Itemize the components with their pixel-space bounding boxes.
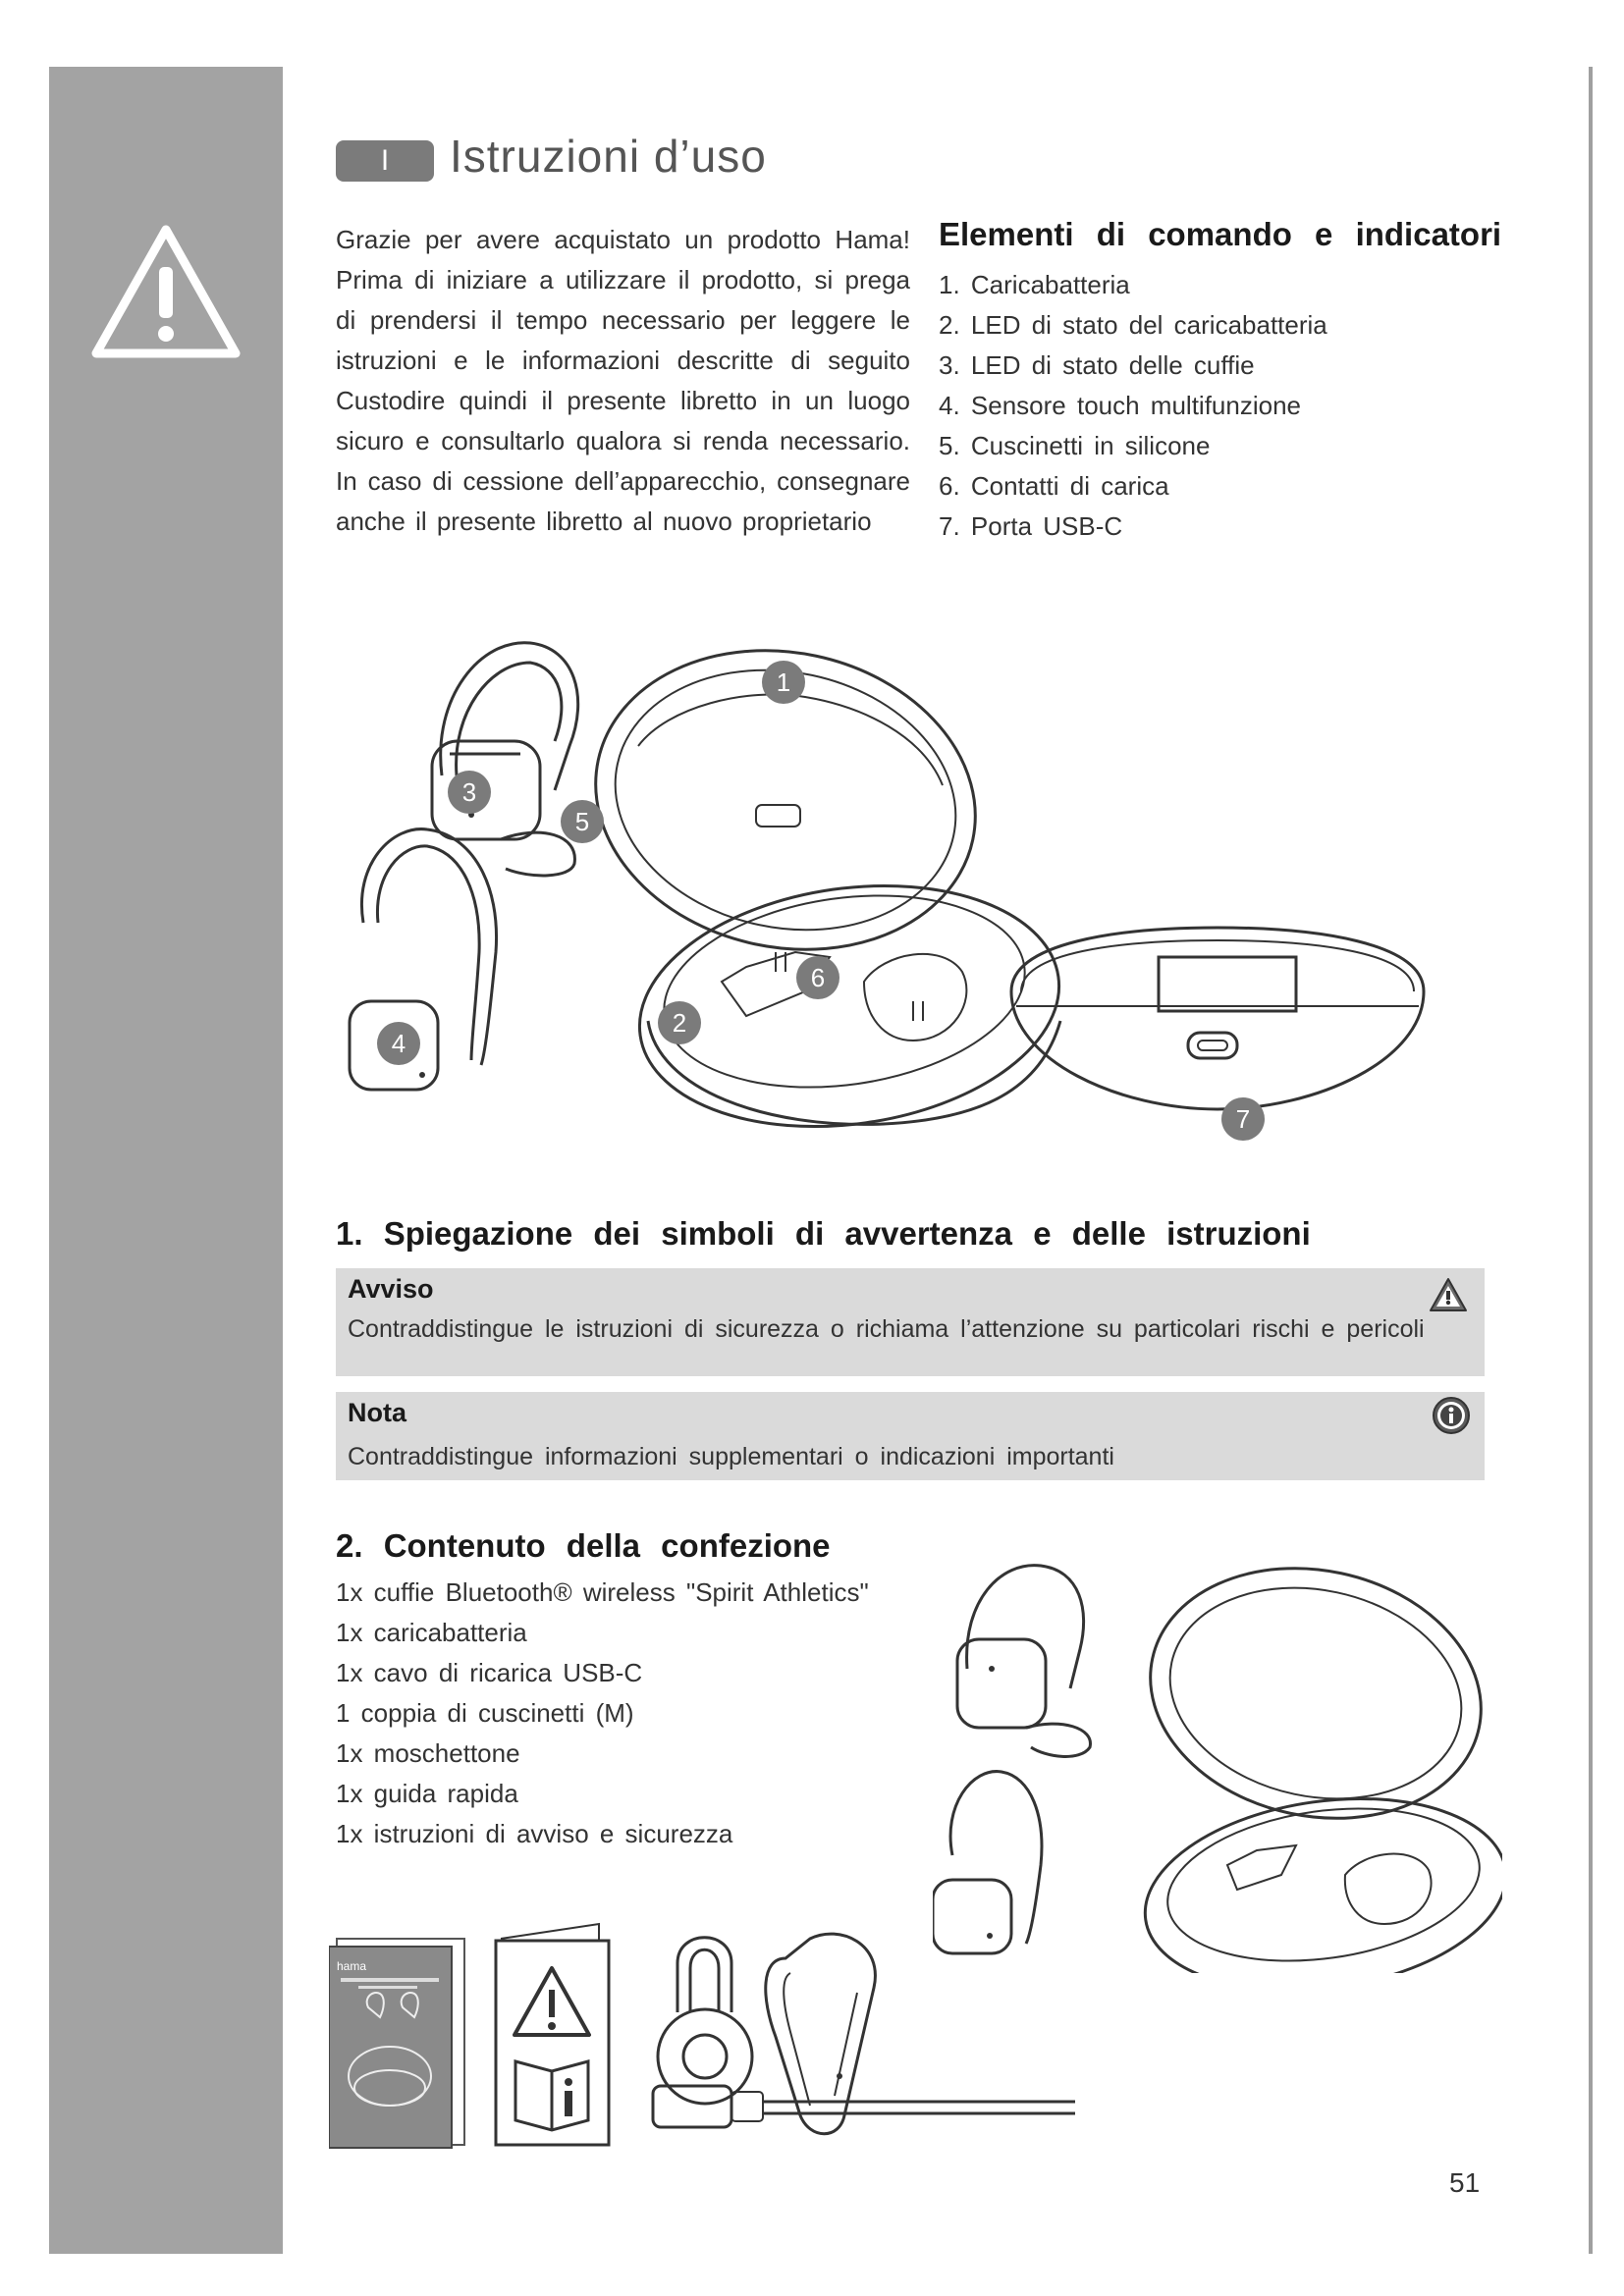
note-notice	[336, 1392, 1485, 1480]
list-item: 1x moschettone	[336, 1738, 520, 1768]
list-item: 3. LED di stato delle cuffie	[939, 350, 1255, 380]
svg-text:7: 7	[1235, 1104, 1251, 1134]
open-case-drawing	[568, 628, 1075, 1152]
callout-3	[448, 771, 491, 814]
quick-guide-booklet	[329, 1939, 464, 2148]
list-item: 1x istruzioni di avviso e sicurezza	[336, 1819, 733, 1848]
right-margin-rule	[1589, 67, 1593, 2254]
list-item: 2. LED di stato del caricabatteria	[939, 310, 1327, 340]
list-item: 1. Caricabatteria	[939, 270, 1130, 299]
callout-1	[762, 661, 805, 704]
warning-text: Contraddistingue le istruzioni di sicurezza o richiama l’attenzione su particolari rischi e pericoli	[348, 1315, 1425, 1343]
list-item: 4. Sensore touch multifunzione	[939, 391, 1301, 420]
carabiner-drawing	[658, 1938, 752, 2104]
carabiner-clip-drawing	[766, 1934, 876, 2134]
intro-paragraph: Grazie per avere acquistato un prodotto Hama! Prima di iniziare a utilizzare il prodotto, si prega di prendersi il tempo necessario per leggere le istruzioni e le informazioni descritte di seguito Custodire quindi il presente libretto in un luogo sicuro e consultarlo qualora si renda necessario. In caso di cessione dell’apparecchio, consegnare anche il presente libretto al nuovo proprietario	[336, 225, 910, 536]
svg-text:5: 5	[574, 807, 590, 836]
closed-case-drawing	[1011, 928, 1424, 1109]
svg-text:6: 6	[810, 963, 826, 992]
safety-booklet	[496, 1924, 609, 2145]
warning-triangle-icon	[1428, 1276, 1469, 1313]
side-bar	[49, 67, 283, 2254]
svg-text:3: 3	[461, 777, 477, 807]
section-1-heading: 1. Spiegazione dei simboli di avvertenza e delle istruzioni	[336, 1215, 1311, 1252]
earbud-side-drawing	[350, 829, 497, 1090]
callout-7	[1221, 1097, 1265, 1141]
list-item: 1x cavo di ricarica USB-C	[336, 1658, 643, 1687]
list-item: 6. Contatti di carica	[939, 471, 1169, 501]
list-item: 7. Porta USB-C	[939, 511, 1123, 541]
package-contents-list	[336, 1573, 869, 1854]
info-circle-icon	[1432, 1396, 1471, 1435]
svg-text:2: 2	[672, 1008, 687, 1038]
list-item: 1x guida rapida	[336, 1779, 518, 1808]
page-title: Istruzioni d’uso	[450, 131, 767, 182]
callout-4	[377, 1022, 420, 1065]
list-item: 1 coppia di cuscinetti (M)	[336, 1698, 634, 1728]
controls-list	[939, 265, 1327, 547]
warning-heading: Avviso	[348, 1274, 434, 1304]
section-2-heading: 2. Contenuto della confezione	[336, 1527, 831, 1564]
warning-notice	[336, 1268, 1485, 1376]
earbud-top-drawing	[432, 643, 578, 876]
language-badge: I	[336, 140, 434, 182]
svg-text:4: 4	[391, 1029, 406, 1058]
callout-6	[796, 956, 839, 999]
svg-text:1: 1	[776, 667, 791, 697]
note-text: Contraddistingue informazioni supplementari o indicazioni importanti	[348, 1443, 1114, 1470]
warning-triangle-icon	[90, 224, 242, 361]
list-item: 5. Cuscinetti in silicone	[939, 431, 1211, 460]
package-product-drawing	[933, 1551, 1502, 1973]
product-diagram	[334, 628, 1492, 1178]
usb-c-cable-drawing	[653, 2086, 1075, 2127]
note-heading: Nota	[348, 1398, 406, 1427]
callout-2	[658, 1001, 701, 1044]
quick-guide-brand: hama	[337, 1959, 367, 1973]
page-number: 51	[1449, 2167, 1481, 2198]
callout-5	[561, 800, 604, 843]
list-item: 1x caricabatteria	[336, 1618, 527, 1647]
package-items-drawing	[329, 1919, 1095, 2155]
list-item: 1x cuffie Bluetooth® wireless "Spirit Athletics"	[336, 1577, 869, 1607]
controls-heading: Elementi di comando e indicatori	[939, 216, 1502, 252]
